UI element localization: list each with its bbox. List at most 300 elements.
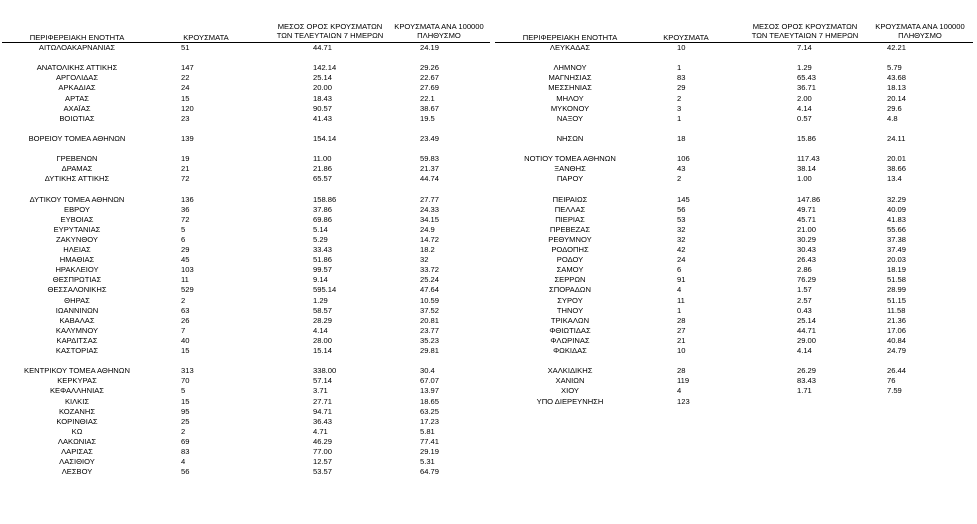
cell-avg: 595.14: [313, 285, 337, 295]
table-row: [0, 114, 977, 124]
cell-cases: 53: [677, 214, 686, 224]
cell-per: 40.84: [887, 335, 907, 345]
cell-per: 37.38: [887, 234, 907, 244]
cell-avg: 94.71: [313, 406, 333, 416]
cell-region: ΡΕΘΥΜΝΟΥ: [548, 234, 592, 244]
cell-region: ΑΧΑΪΑΣ: [63, 103, 91, 113]
cell-per: 20.81: [420, 315, 440, 325]
cell-region: ΛΑΚΩΝΙΑΣ: [57, 436, 97, 446]
cell-cases: 3: [677, 103, 682, 113]
cell-avg: 33.43: [313, 245, 333, 254]
cell-cases: 120: [181, 103, 194, 113]
table-row: [0, 296, 977, 306]
cell-region: ΜΑΓΝΗΣΙΑΣ: [548, 73, 592, 83]
cell-region: ΠΕΛΛΑΣ: [554, 204, 586, 214]
cell-region: ΑΡΤΑΣ: [65, 93, 89, 103]
cell-per: 20.01: [887, 154, 907, 164]
table-row: [0, 437, 977, 447]
cell-region: ΛΕΥΚΑΔΑΣ: [549, 43, 591, 52]
cell-cases: 23: [181, 113, 190, 123]
cell-region: ΔΥΤΙΚΟΥ ΤΟΜΕΑ ΑΘΗΝΩΝ: [29, 194, 125, 204]
cell-cases: 2: [677, 174, 682, 184]
cell-region: ΚΕΦΑΛΛΗΝΙΑΣ: [49, 386, 105, 396]
cell-avg: 41.43: [313, 113, 333, 123]
cell-region: ΚΑΒΑΛΑΣ: [59, 315, 95, 325]
table-row: [0, 205, 977, 215]
cell-region: ΗΡΑΚΛΕΙΟΥ: [55, 265, 99, 275]
cell-region: ΛΕΣΒΟΥ: [61, 467, 93, 477]
cell-avg: 30.43: [797, 245, 817, 254]
table-row: [0, 215, 977, 225]
cell-avg: 7.14: [797, 43, 812, 52]
cell-cases: 1: [677, 63, 682, 73]
cell-region: ΙΩΑΝΝΙΝΩΝ: [55, 305, 99, 315]
cell-region: ΑΙΤΩΛΟΑΚΑΡΝΑΝΙΑΣ: [38, 43, 116, 52]
cell-per: 24.79: [887, 346, 907, 355]
cell-cases: 43: [677, 164, 686, 174]
cell-cases: 4: [677, 285, 682, 295]
cell-per: 24.19: [420, 43, 440, 52]
cell-avg: 26.29: [797, 366, 817, 376]
cell-cases: 21: [181, 164, 190, 174]
cell-cases: 32: [677, 224, 686, 234]
cell-per: 28.99: [887, 285, 907, 295]
cell-per: 41.83: [887, 214, 907, 224]
cell-cases: 27: [677, 325, 686, 335]
cell-cases: 15: [181, 396, 190, 406]
cell-cases: 24: [677, 255, 686, 265]
table-row: [0, 457, 977, 467]
cell-cases: 56: [181, 467, 190, 477]
cell-avg: 28.29: [313, 315, 333, 325]
cell-region: ΝΑΞΟΥ: [556, 113, 584, 123]
cell-region: ΦΘΙΩΤΙΔΑΣ: [549, 325, 591, 335]
cell-per: 38.67: [420, 103, 440, 113]
cell-region: ΚΕΡΚΥΡΑΣ: [57, 376, 97, 386]
cell-avg: 18.43: [313, 93, 333, 103]
table-row: [0, 63, 977, 73]
cell-per: 24.33: [420, 204, 440, 214]
table-row: [0, 467, 977, 477]
cell-avg: 44.71: [797, 325, 817, 335]
cell-region: ΧΑΛΚΙΔΙΚΗΣ: [547, 366, 593, 376]
cell-region: ΛΑΡΙΣΑΣ: [61, 447, 93, 456]
table-row: [0, 174, 977, 184]
cell-cases: 21: [677, 335, 686, 345]
cell-cases: 147: [181, 63, 194, 73]
cell-region: ΒΟΡΕΙΟΥ ΤΟΜΕΑ ΑΘΗΝΩΝ: [28, 133, 126, 143]
cell-per: 77.41: [420, 436, 440, 446]
cell-cases: 4: [677, 386, 682, 396]
table-row: [0, 235, 977, 245]
cell-region: ΝΗΣΩΝ: [556, 133, 584, 143]
cell-region: ΣΕΡΡΩΝ: [554, 275, 586, 285]
cell-cases: 56: [677, 204, 686, 214]
cell-per: 32: [420, 255, 429, 265]
cell-cases: 36: [181, 204, 190, 214]
cell-per: 29.19: [420, 447, 440, 456]
cell-per: 38.66: [887, 164, 907, 174]
cell-per: 33.72: [420, 265, 440, 275]
cell-per: 29.81: [420, 346, 440, 355]
cell-per: 30.4: [420, 366, 435, 376]
cell-cases: 51: [181, 43, 190, 52]
cell-per: 27.69: [420, 83, 440, 93]
cell-per: 24.11: [887, 133, 906, 143]
cell-per: 55.66: [887, 224, 907, 234]
cell-avg: 3.71: [313, 386, 328, 396]
cell-region: ΧΙΟΥ: [561, 386, 579, 396]
cell-avg: 36.71: [797, 83, 817, 93]
cell-per: 22.1: [420, 93, 435, 103]
cell-per: 27.77: [420, 194, 440, 204]
cell-avg: 2.00: [797, 93, 812, 103]
cell-per: 64.79: [420, 467, 440, 477]
cell-cases: 5: [181, 386, 186, 396]
cell-avg: 65.43: [797, 73, 817, 83]
cell-region: ΛΑΣΙΘΙΟΥ: [59, 457, 95, 467]
cell-avg: 5.14: [313, 224, 328, 234]
cell-cases: 123: [677, 396, 690, 406]
cell-per: 63.25: [420, 406, 440, 416]
table-row: [0, 275, 977, 285]
table-row: [0, 245, 977, 255]
cell-region: ΥΠΟ ΔΙΕΡΕΥΝΗΣΗ: [536, 396, 604, 406]
cell-cases: 6: [181, 234, 186, 244]
cell-per: 17.23: [420, 416, 440, 426]
cell-avg: 12.57: [313, 457, 333, 467]
cell-region: ΣΠΟΡΑΔΩΝ: [549, 285, 591, 295]
cell-avg: 1.00: [797, 174, 812, 184]
cell-cases: 70: [181, 376, 190, 386]
cell-per: 5.31: [420, 457, 435, 467]
cell-avg: 30.29: [797, 234, 817, 244]
cell-avg: 90.57: [313, 103, 333, 113]
cell-cases: 10: [677, 43, 686, 52]
table-row: [0, 306, 977, 316]
cell-region: ΚΑΡΔΙΤΣΑΣ: [56, 335, 98, 345]
cell-per: 29.26: [420, 63, 440, 73]
cell-cases: 25: [181, 416, 190, 426]
cell-per: 23.49: [420, 133, 440, 143]
cell-region: ΦΩΚΙΔΑΣ: [553, 346, 587, 355]
cell-avg: 4.14: [797, 346, 812, 355]
cell-region: ΞΑΝΘΗΣ: [554, 164, 586, 174]
cell-region: ΕΥΒΟΙΑΣ: [60, 214, 94, 224]
cell-avg: 44.71: [313, 43, 333, 52]
cell-avg: 9.14: [313, 275, 328, 285]
cell-cases: 72: [181, 214, 190, 224]
cell-avg: 45.71: [797, 214, 817, 224]
cell-per: 14.72: [420, 234, 440, 244]
cell-cases: 7: [181, 325, 186, 335]
cell-per: 10.59: [420, 295, 440, 305]
cell-per: 20.14: [887, 93, 907, 103]
cell-avg: 38.14: [797, 164, 817, 174]
cell-per: 18.2: [420, 245, 435, 254]
cell-cases: 145: [677, 194, 690, 204]
cell-cases: 29: [677, 83, 686, 93]
cell-avg: 1.57: [797, 285, 812, 295]
cell-avg: 51.86: [313, 255, 333, 265]
cell-region: ΝΟΤΙΟΥ ΤΟΜΕΑ ΑΘΗΝΩΝ: [524, 154, 616, 164]
cell-cases: 24: [181, 83, 190, 93]
table-row: [0, 366, 977, 376]
cell-region: ΓΡΕΒΕΝΩΝ: [56, 154, 98, 164]
cell-region: ΘΕΣΠΡΩΤΙΑΣ: [52, 275, 102, 285]
table-row: [0, 154, 977, 164]
cell-cases: 6: [677, 265, 682, 275]
cell-per: 4.8: [887, 113, 898, 123]
table-row: [0, 94, 977, 104]
cell-per: 11.58: [887, 305, 906, 315]
cell-region: ΚΑΣΤΟΡΙΑΣ: [55, 346, 99, 355]
table-row: [0, 447, 977, 457]
table-row: [0, 225, 977, 235]
cell-cases: 83: [181, 447, 190, 456]
cell-region: ΠΡΕΒΕΖΑΣ: [549, 224, 591, 234]
cell-cases: 2: [677, 93, 682, 103]
cell-region: ΣΑΜΟΥ: [556, 265, 584, 275]
cell-cases: 42: [677, 245, 686, 254]
cell-avg: 4.71: [313, 426, 328, 436]
cell-per: 18.19: [887, 265, 907, 275]
cell-region: ΕΒΡΟΥ: [64, 204, 90, 214]
cell-avg: 25.14: [797, 315, 817, 325]
table-row: [0, 104, 977, 114]
cell-per: 23.77: [420, 325, 440, 335]
cell-avg: 2.57: [797, 295, 812, 305]
cell-region: ΗΛΕΙΑΣ: [63, 245, 91, 254]
cell-cases: 4: [181, 457, 186, 467]
cell-avg: 1.29: [797, 63, 812, 73]
cell-per: 21.37: [420, 164, 440, 174]
header-avg-left: ΜΕΣΟΣ ΟΡΟΣ ΚΡΟΥΣΜΑΤΩΝ ΤΩΝ ΤΕΛΕΥΤΑΙΩΝ 7 ΗΜΕΡΩΝ: [276, 22, 384, 40]
cell-region: ΑΝΑΤΟΛΙΚΗΣ ΑΤΤΙΚΗΣ: [36, 63, 118, 73]
header-region-right: ΠΕΡΙΦΕΡΕΙΑΚΗ ΕΝΟΤΗΤΑ: [522, 33, 618, 42]
table-row: [0, 285, 977, 295]
cell-region: ΒΟΙΩΤΙΑΣ: [59, 113, 95, 123]
cell-region: ΡΟΔΟΥ: [556, 255, 584, 265]
cell-per: 19.5: [420, 113, 435, 123]
cell-avg: 36.43: [313, 416, 333, 426]
cell-cases: 119: [677, 376, 690, 386]
cell-avg: 154.14: [313, 133, 337, 143]
cell-region: ΣΥΡΟΥ: [557, 295, 583, 305]
cell-avg: 29.00: [797, 335, 817, 345]
header-avg-right: ΜΕΣΟΣ ΟΡΟΣ ΚΡΟΥΣΜΑΤΩΝ ΤΩΝ ΤΕΛΕΥΤΑΙΩΝ 7 ΗΜΕΡΩΝ: [751, 22, 859, 40]
cell-cases: 10: [677, 346, 686, 355]
cell-per: 5.79: [887, 63, 902, 73]
cell-avg: 76.29: [797, 275, 817, 285]
cell-region: ΛΗΜΝΟΥ: [553, 63, 587, 73]
table-row: [0, 255, 977, 265]
cell-cases: 22: [181, 73, 190, 83]
table-row: [0, 83, 977, 93]
cell-per: 42.21: [887, 43, 907, 52]
cell-cases: 1: [677, 305, 682, 315]
cell-cases: 28: [677, 315, 686, 325]
cell-cases: 69: [181, 436, 190, 446]
cell-region: ΚΟΖΑΝΗΣ: [58, 406, 96, 416]
cell-per: 18.65: [420, 396, 440, 406]
cell-per: 5.81: [420, 426, 435, 436]
cell-avg: 5.29: [313, 234, 328, 244]
cell-avg: 15.86: [797, 133, 817, 143]
cell-avg: 2.86: [797, 265, 812, 275]
cell-region: ΡΟΔΟΠΗΣ: [551, 245, 589, 254]
cell-per: 44.74: [420, 174, 440, 184]
cell-per: 21.36: [887, 315, 907, 325]
cell-region: ΖΑΚΥΝΘΟΥ: [56, 234, 98, 244]
cell-cases: 29: [181, 245, 190, 254]
cell-cases: 72: [181, 174, 190, 184]
table-row: [0, 195, 977, 205]
cell-per: 51.58: [887, 275, 907, 285]
cell-cases: 1: [677, 113, 682, 123]
cell-region: ΜΥΚΟΝΟΥ: [550, 103, 590, 113]
cell-per: 25.24: [420, 275, 440, 285]
cell-region: ΠΙΕΡΙΑΣ: [555, 214, 585, 224]
cell-avg: 37.86: [313, 204, 333, 214]
cell-region: ΚΙΛΚΙΣ: [64, 396, 90, 406]
cell-cases: 529: [181, 285, 194, 295]
cell-avg: 21.86: [313, 164, 333, 174]
cell-avg: 58.57: [313, 305, 333, 315]
cell-avg: 46.29: [313, 436, 333, 446]
cell-avg: 117.43: [797, 154, 820, 164]
cell-per: 47.64: [420, 285, 440, 295]
cell-cases: 136: [181, 194, 194, 204]
cell-cases: 83: [677, 73, 686, 83]
cell-per: 40.09: [887, 204, 907, 214]
cell-per: 35.23: [420, 335, 440, 345]
cell-avg: 1.29: [313, 295, 328, 305]
cell-avg: 69.86: [313, 214, 333, 224]
cell-per: 29.6: [887, 103, 902, 113]
cell-avg: 147.86: [797, 194, 821, 204]
cell-cases: 11: [677, 295, 685, 305]
table-row: [0, 417, 977, 427]
cell-avg: 49.71: [797, 204, 817, 214]
cell-region: ΔΡΑΜΑΣ: [61, 164, 93, 174]
table-row: [0, 386, 977, 396]
cell-per: 59.83: [420, 154, 440, 164]
cell-avg: 0.57: [797, 113, 812, 123]
cell-avg: 26.43: [797, 255, 817, 265]
cell-cases: 40: [181, 335, 190, 345]
cell-region: ΦΛΩΡΙΝΑΣ: [550, 335, 590, 345]
cell-region: ΚΕΝΤΡΙΚΟΥ ΤΟΜΕΑ ΑΘΗΝΩΝ: [24, 366, 130, 376]
cell-region: ΘΗΡΑΣ: [64, 295, 90, 305]
table-row: [0, 326, 977, 336]
cell-cases: 313: [181, 366, 194, 376]
cell-per: 24.9: [420, 224, 435, 234]
cell-region: ΚΟΡΙΝΘΙΑΣ: [56, 416, 98, 426]
cell-region: ΤΗΝΟΥ: [556, 305, 584, 315]
cell-cases: 32: [677, 234, 686, 244]
table-row: [0, 427, 977, 437]
cell-region: ΜΗΛΟΥ: [556, 93, 584, 103]
table-row: [0, 73, 977, 83]
cell-cases: 19: [181, 154, 190, 164]
cell-region: ΗΜΑΘΙΑΣ: [59, 255, 95, 265]
cell-per: 51.15: [887, 295, 907, 305]
cell-region: ΘΕΣΣΑΛΟΝΙΚΗΣ: [47, 285, 107, 295]
cell-cases: 18: [677, 133, 686, 143]
cell-avg: 27.71: [313, 396, 333, 406]
cell-avg: 4.14: [797, 103, 812, 113]
cell-avg: 65.57: [313, 174, 333, 184]
cell-per: 43.68: [887, 73, 907, 83]
cell-region: ΑΡΓΟΛΙΔΑΣ: [55, 73, 99, 83]
cell-per: 67.07: [420, 376, 440, 386]
table-row: [0, 336, 977, 346]
header-cases-right: ΚΡΟΥΣΜΑΤΑ: [663, 33, 709, 42]
cell-per: 34.15: [420, 214, 440, 224]
cell-region: ΚΑΛΥΜΝΟΥ: [55, 325, 99, 335]
cell-per: 18.13: [887, 83, 907, 93]
cell-per: 13.4: [887, 174, 902, 184]
cell-region: ΔΥΤΙΚΗΣ ΑΤΤΙΚΗΣ: [44, 174, 110, 184]
cell-avg: 57.14: [313, 376, 333, 386]
cell-per: 37.52: [420, 305, 440, 315]
cell-per: 37.49: [887, 245, 907, 254]
table-row: [0, 265, 977, 275]
cell-avg: 158.86: [313, 194, 337, 204]
cell-cases: 106: [677, 154, 690, 164]
table-row: [0, 346, 977, 356]
cell-region: ΕΥΡΥΤΑΝΙΑΣ: [53, 224, 101, 234]
table-row: [0, 376, 977, 386]
cell-avg: 1.71: [797, 386, 812, 396]
cell-cases: 2: [181, 426, 186, 436]
cell-per: 7.59: [887, 386, 902, 396]
header-cases-left: ΚΡΟΥΣΜΑΤΑ: [183, 33, 229, 42]
cell-avg: 77.00: [313, 447, 333, 456]
cell-region: ΧΑΝΙΩΝ: [555, 376, 585, 386]
cell-cases: 15: [181, 346, 190, 355]
table-row: [0, 134, 977, 144]
cell-avg: 99.57: [313, 265, 333, 275]
table-row: [0, 397, 977, 407]
header-per-100k-left: ΚΡΟΥΣΜΑΤΑ ΑΝΑ 100000 ΠΛΗΘΥΣΜΟ: [394, 22, 484, 40]
cell-cases: 139: [181, 133, 194, 143]
cell-cases: 28: [677, 366, 686, 376]
cell-avg: 0.43: [797, 305, 812, 315]
cell-cases: 91: [677, 275, 686, 285]
header-region-left: ΠΕΡΙΦΕΡΕΙΑΚΗ ΕΝΟΤΗΤΑ: [29, 33, 125, 42]
cell-cases: 63: [181, 305, 190, 315]
table-row: [0, 316, 977, 326]
cell-region: ΜΕΣΣΗΝΙΑΣ: [548, 83, 592, 93]
cell-cases: 2: [181, 295, 186, 305]
cell-region: ΠΑΡΟΥ: [556, 174, 584, 184]
cell-per: 20.03: [887, 255, 907, 265]
cell-region: ΠΕΙΡΑΙΩΣ: [552, 194, 588, 204]
cell-cases: 95: [181, 406, 190, 416]
cell-cases: 103: [181, 265, 194, 275]
cell-cases: 26: [181, 315, 190, 325]
cell-avg: 338.00: [313, 366, 337, 376]
cell-avg: 21.00: [797, 224, 817, 234]
cell-avg: 28.00: [313, 335, 333, 345]
cell-region: ΤΡΙΚΑΛΩΝ: [550, 315, 590, 325]
cell-avg: 83.43: [797, 376, 817, 386]
cell-avg: 142.14: [313, 63, 337, 73]
cell-avg: 25.14: [313, 73, 333, 83]
table-row: [0, 164, 977, 174]
